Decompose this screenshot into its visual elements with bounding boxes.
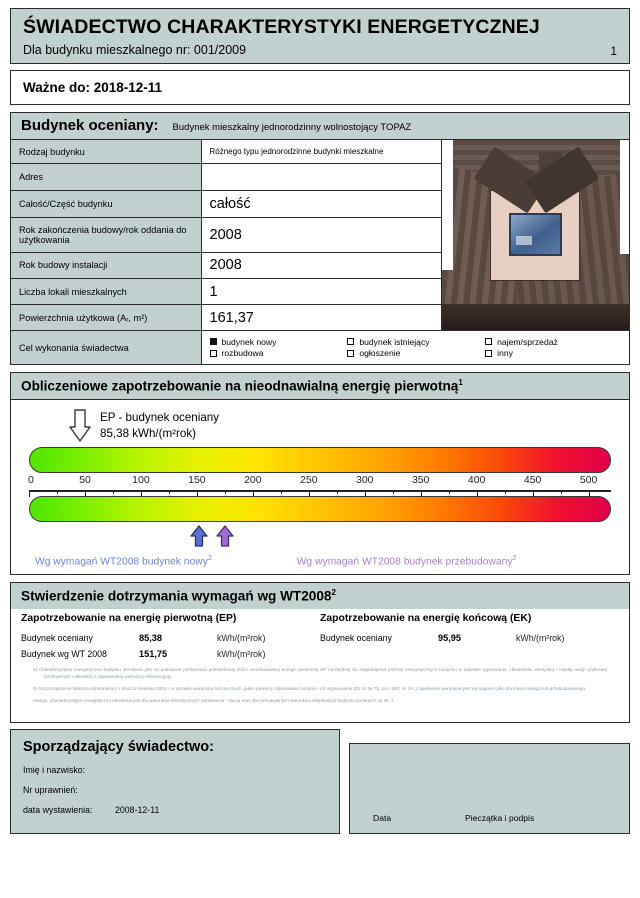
footnote-ref: 2 [512,555,517,563]
row-label: Rok zakończenia budowy/rok oddania do użytkowania [11,217,201,252]
wt2008-section [10,582,630,723]
issuer-name-row [23,765,327,775]
table-row [320,633,619,643]
checkbox-icon [485,350,492,357]
checkbox-label: najem/sprzedaż [497,336,558,347]
row-label: Powierzchnia użytkowa (Aᵣ, m²) [11,305,201,331]
page-title: ŚWIADECTWO CHARAKTERYSTYKI ENERGETYCZNEJ [23,16,540,38]
signature-section [10,729,630,834]
row-label: Adres [11,164,201,191]
tick-label: 200 [244,474,262,487]
tick-label: 450 [523,474,542,487]
table-row [11,140,629,164]
legend-rebuilt-label: Wg wymagań WT2008 budynek przebudowany [296,556,513,568]
row-label: Rok budowy instalacji [11,252,201,278]
stamp-signature-label: Pieczątka i podpis [465,812,535,823]
tick-label: 50 [79,474,91,487]
row-unit: kWh/(m²rok) [217,649,266,660]
energy-scale-title-text: Obliczeniowe zapotrzebowanie na nieodnawialną energię pierwotną [21,378,459,394]
tick-major [589,490,590,497]
row-value: 151,75 [139,649,168,660]
tick-major [477,490,478,497]
checkbox-label: budynek istniejący [359,336,430,347]
ep-marker-text [100,409,219,441]
footnotes [21,665,619,714]
tick-major [365,490,366,497]
building-info-table [11,139,629,364]
table-row [21,633,320,643]
tick-label: 0 [28,474,34,487]
row-value: 95,95 [438,633,461,644]
stamp-box [349,729,630,834]
document-subtitle: Dla budynku mieszkalnego nr: 001/2009 [23,43,247,58]
gradient-bar-bottom [29,496,611,522]
marker-wt2008-rebuilt [216,525,234,547]
row-value: 1 [201,279,441,305]
wt2008-ep-column [21,613,320,665]
down-arrow-icon [69,409,91,443]
scale-legend [11,553,629,573]
tick-minor [281,490,282,494]
purpose-options [201,331,629,364]
table-row [21,649,320,659]
building-photo-image [442,140,630,330]
ep-heading: Zapotrzebowanie na energię pierwotną (EP) [21,613,237,625]
checkbox-budynek-nowy[interactable] [210,337,348,347]
table-row-purpose [11,331,629,364]
stamp-date-label: Data [373,812,392,823]
row-unit: kWh/(m²rok) [516,633,565,644]
checkbox-label: budynek nowy [221,336,277,347]
checkbox-label: rozbudowa [221,348,264,359]
tick-major [533,490,534,497]
issue-date-row [23,805,327,815]
footnote-2: 2) Rozporządzenie Ministra Infrastruktury z dnia 12 kwietnia 2002 r. w sprawie warunków technicznych, jakim powinny odpowiadać budynki i ich usytuowanie (Dz.U. Nr 75, poz. 690, ze zm.); spełnienie warunków jest wymagane tylko dla lokali nowego lub przebudowanego. [33,686,587,692]
tick-label: 400 [467,474,486,487]
ep-value: 85,38 kWh/(m²rok) [100,426,196,440]
tick-major [253,490,254,497]
ep-label: EP - budynek oceniany [100,411,220,425]
building-section-header [11,113,629,139]
wt2008-title-text: Stwierdzenie dotrzymania wymagań wg WT2008 [21,588,332,604]
checkbox-icon [347,350,354,357]
row-value: 85,38 [139,633,162,644]
row-value: 2008 [201,217,441,252]
tick-major [85,490,86,497]
row-name: Budynek oceniany [21,633,93,644]
tick-major [29,490,30,497]
row-value: Różnego typu jednorodzinne budynki mieszkalne [201,140,441,164]
tick-minor [337,490,338,494]
energy-scale-title [11,373,629,401]
row-label: Całość/Część budynku [11,191,201,217]
legend-new-label: Wg wymagań WT2008 budynek nowy [35,556,208,568]
issue-date-label: data wystawienia: [23,804,93,815]
footnote-ref: 1 [458,377,463,387]
tick-major [309,490,310,497]
tick-minor [169,490,170,494]
checkbox-inny[interactable] [485,348,623,358]
tick-minor [113,490,114,494]
wt2008-title [11,583,629,610]
legend-new [29,555,297,567]
footnote-ref: 2 [207,555,212,563]
marker-wt2008-new [190,525,208,547]
checkbox-icon [485,338,492,345]
document-header [10,8,630,64]
wt2008-ek-column [320,613,619,665]
ek-heading: Zapotrzebowanie na energię końcową (EK) [320,613,532,625]
tick-label: 300 [356,474,374,487]
tick-minor [561,490,562,494]
tick-minor [505,490,506,494]
tick-label: 350 [411,474,430,487]
validity-text: Ważne do: 2018-12-11 [23,80,163,96]
footnote-3: Uwaga: charakterystyka energetyczna określana jest dla warunków klimatycznych odniesienia - stacja oraz dla normatywnych warunków eksploatacji budynku podanych na str. 2. [33,698,395,704]
tick-label: 500 [579,474,598,487]
validity-box [10,70,630,105]
checkbox-icon [347,338,354,345]
issuer-name-label: Imię i nazwisko: [23,764,86,775]
row-name: Budynek oceniany [320,633,392,644]
checkbox-najem-sprzedaz[interactable] [485,337,623,347]
checkbox-icon [210,338,217,345]
issuer-box [10,729,340,834]
tick-minor [225,490,226,494]
checkbox-label: inny [497,348,513,359]
footnote-ref: 2 [331,587,336,597]
row-value: 2008 [201,252,441,278]
tick-major [141,490,142,497]
tick-major [421,490,422,497]
row-value [201,164,441,191]
issuer-licence-row [23,785,327,795]
building-section-subtitle: Budynek mieszkalny jednorodzinny wolnostojący TOPAZ [172,122,412,134]
tick-minor [393,490,394,494]
row-unit: kWh/(m²rok) [217,633,266,644]
page-number: 1 [610,44,617,59]
ep-marker-header [11,400,629,447]
tick-major [197,490,198,497]
checkbox-label: ogłoszenie [359,348,401,359]
legend-rebuilt [297,555,517,567]
building-section-title: Budynek oceniany: [21,117,159,135]
tick-label: 150 [188,474,206,487]
issuer-licence-label: Nr uprawnień: [23,784,78,795]
gradient-bar-top [29,447,611,473]
building-section [10,112,630,365]
energy-gradient-chart [11,447,629,553]
tick-label: 100 [132,474,150,487]
tick-label: 250 [300,474,318,487]
row-name: Budynek wg WT 2008 [21,649,107,660]
row-label: Rodzaj budynku [11,140,201,164]
issuer-title: Sporządzający świadectwo: [23,738,214,755]
scale-markers [29,523,611,549]
checkbox-ogloszenie[interactable] [347,348,485,358]
tick-minor [449,490,450,494]
tick-minor [57,490,58,494]
scale-ruler [29,473,611,496]
footnote-1: 1) Charakterystyka energetyczna budynku określana jest na podstawie porównania jednostkowej ilości nieodnawialnej energii pierwotnej EP niezbędnej do zaspokojenia potrzeb energetycznych budynku w zakresie ogrzewania, chłodzenia, wentylacji i ciepłej wody użytkowej (efektywność całkowita) z odpowiednią wartością referencyjną. [33,667,607,680]
issue-date-value: 2008-12-11 [115,804,160,815]
checkbox-icon [210,350,217,357]
row-label: Liczba lokali mieszkalnych [11,279,201,305]
checkbox-rozbudowa[interactable] [210,348,348,358]
row-value: całość [201,191,441,217]
row-value: 161,37 [201,305,441,331]
row-label: Cel wykonania świadectwa [11,331,201,364]
building-photo [441,140,629,331]
checkbox-budynek-istniejacy[interactable] [347,337,485,347]
energy-scale-section [10,372,630,575]
